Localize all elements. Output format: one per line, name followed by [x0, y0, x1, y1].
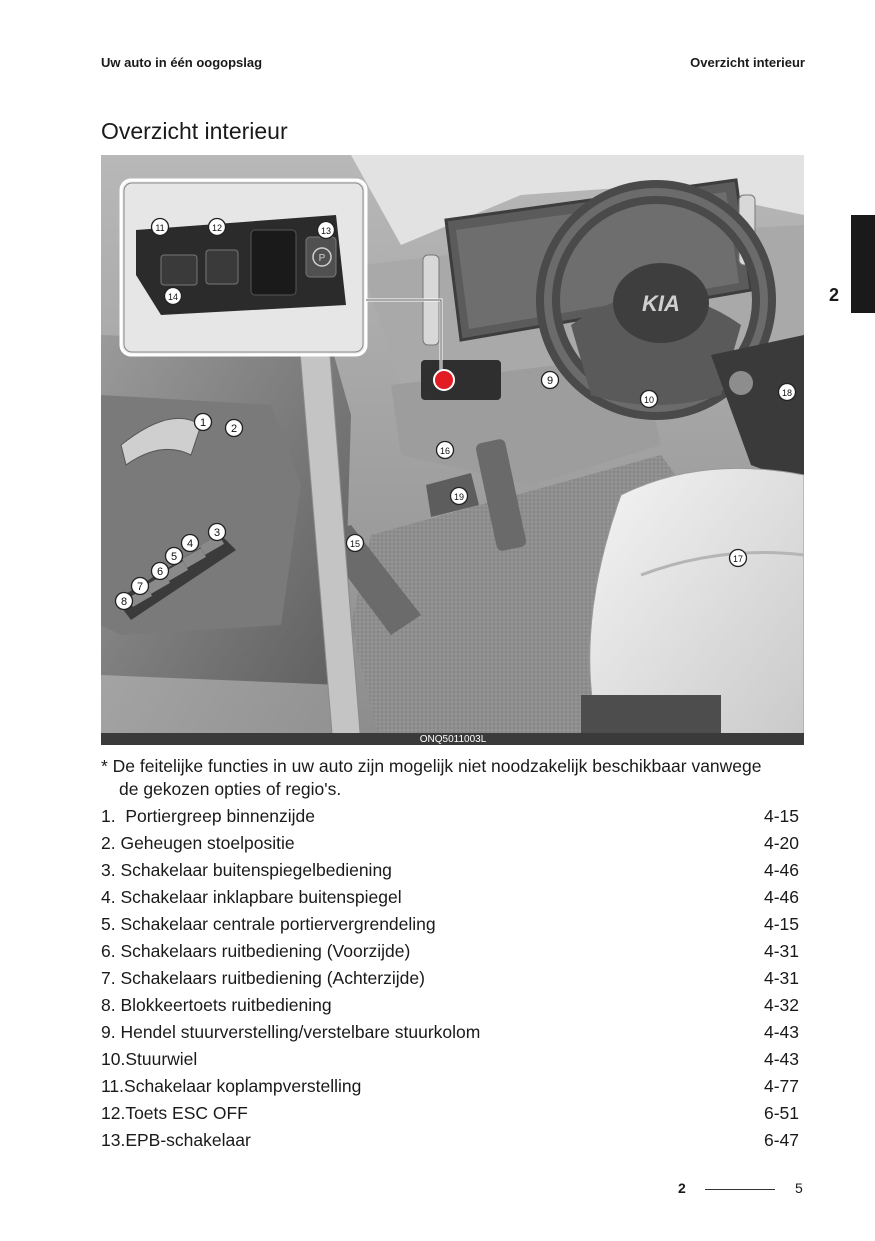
- item-label: 8. Blokkeertoets ruitbediening: [101, 995, 332, 1015]
- callout-label: 18: [781, 387, 793, 398]
- list-item: [101, 965, 799, 992]
- callout-label: 13: [320, 225, 332, 236]
- item-label: 5. Schakelaar centrale portiervergrendeling: [101, 914, 436, 934]
- item-page-ref: 4-31: [763, 968, 799, 988]
- callout-label: 19: [453, 491, 465, 502]
- item-label: 1. Portiergreep binnenzijde: [101, 806, 316, 826]
- list-item: [101, 1073, 799, 1100]
- item-label: 7. Schakelaars ruitbediening (Achterzijde): [101, 968, 425, 988]
- list-item: [101, 857, 799, 884]
- list-item: [101, 1100, 799, 1127]
- chapter-tab-number: 2: [829, 285, 840, 305]
- item-page-ref: 4-46: [763, 860, 799, 880]
- item-label: 11.Schakelaar koplampverstelling: [101, 1076, 362, 1096]
- brand-logo-text: KIA: [642, 291, 680, 316]
- callout-label: 12: [211, 222, 223, 233]
- callout-2: [226, 420, 243, 437]
- callout-5: [166, 548, 183, 565]
- footer-page-number: 5: [795, 1180, 803, 1196]
- location-marker-dot: [434, 370, 454, 390]
- item-label: 12.Toets ESC OFF: [101, 1103, 248, 1123]
- callout-12: [209, 219, 226, 236]
- item-label: 9. Hendel stuurverstelling/verstelbare stuurkolom: [101, 1022, 481, 1042]
- note-line-2: de gekozen opties of regio's.: [119, 779, 342, 799]
- item-label: 10.Stuurwiel: [101, 1049, 198, 1069]
- list-item: [101, 830, 799, 857]
- list-item: [101, 803, 799, 830]
- component-list: [101, 803, 799, 1154]
- callout-4: [182, 535, 199, 552]
- callout-6: [152, 563, 169, 580]
- callout-17: [730, 550, 747, 567]
- item-page-ref: 4-31: [763, 941, 799, 961]
- callout-label: 14: [167, 291, 179, 302]
- callout-1: [195, 414, 212, 431]
- callout-7: [132, 578, 149, 595]
- callout-13: [318, 222, 335, 239]
- callout-label: 15: [349, 538, 361, 549]
- list-item: [101, 884, 799, 911]
- callout-label: 5: [170, 550, 178, 563]
- running-header-right: Overzicht interieur: [690, 55, 805, 70]
- callout-8: [116, 593, 133, 610]
- running-header-left: Uw auto in één oogopslag: [101, 55, 263, 70]
- callout-label: 1: [199, 416, 207, 429]
- item-label: 4. Schakelaar inklapbare buitenspiegel: [101, 887, 402, 907]
- list-item: [101, 1019, 799, 1046]
- list-item: [101, 911, 799, 938]
- item-page-ref: 4-15: [763, 806, 799, 826]
- item-page-ref: 4-43: [763, 1049, 799, 1069]
- figure-code: ONQ5011003L: [419, 734, 487, 745]
- availability-note: [101, 755, 811, 801]
- item-page-ref: 6-47: [763, 1130, 799, 1150]
- callout-label: 11: [155, 222, 165, 233]
- note-line-1: * De feitelijke functies in uw auto zijn mogelijk niet noodzakelijk beschikbaar vanwege: [101, 756, 762, 776]
- list-item: [101, 1127, 799, 1154]
- item-page-ref: 4-46: [763, 887, 799, 907]
- item-page-ref: 4-15: [763, 914, 799, 934]
- callout-10: [641, 391, 658, 408]
- item-label: 6. Schakelaars ruitbediening (Voorzijde): [101, 941, 411, 961]
- callout-label: 9: [546, 374, 554, 387]
- item-page-ref: 4-32: [763, 995, 799, 1015]
- callout-label: 2: [230, 422, 238, 435]
- item-label: 2. Geheugen stoelpositie: [101, 833, 295, 853]
- callout-label: 16: [439, 445, 451, 456]
- inset-detail: [121, 180, 366, 355]
- list-item: [101, 1046, 799, 1073]
- list-item: [101, 938, 799, 965]
- callout-18: [779, 384, 796, 401]
- callout-label: 3: [213, 526, 221, 539]
- item-page-ref: 6-51: [763, 1103, 799, 1123]
- callout-14: [165, 288, 182, 305]
- callout-9: [542, 372, 559, 389]
- callout-label: 17: [732, 553, 744, 564]
- callout-16: [437, 442, 454, 459]
- callout-3: [209, 524, 226, 541]
- callout-label: 8: [120, 595, 128, 608]
- item-page-ref: 4-20: [763, 833, 799, 853]
- callout-label: 7: [136, 580, 144, 593]
- callout-15: [347, 535, 364, 552]
- list-item: [101, 992, 799, 1019]
- footer-divider: [705, 1189, 775, 1190]
- callout-11: [152, 219, 169, 236]
- item-label: 13.EPB-schakelaar: [101, 1130, 251, 1150]
- item-page-ref: 4-77: [763, 1076, 799, 1096]
- page-title: Overzicht interieur: [101, 118, 288, 144]
- callout-19: [451, 488, 468, 505]
- item-page-ref: 4-43: [763, 1022, 799, 1042]
- interior-illustration: [101, 155, 804, 745]
- footer-chapter: 2: [678, 1180, 686, 1196]
- callout-label: 6: [156, 565, 164, 578]
- callout-label: 4: [186, 537, 194, 550]
- parking-symbol: P: [318, 253, 326, 264]
- chapter-tab-marker: [851, 215, 875, 313]
- item-label: 3. Schakelaar buitenspiegelbediening: [101, 860, 392, 880]
- callout-label: 10: [643, 394, 655, 405]
